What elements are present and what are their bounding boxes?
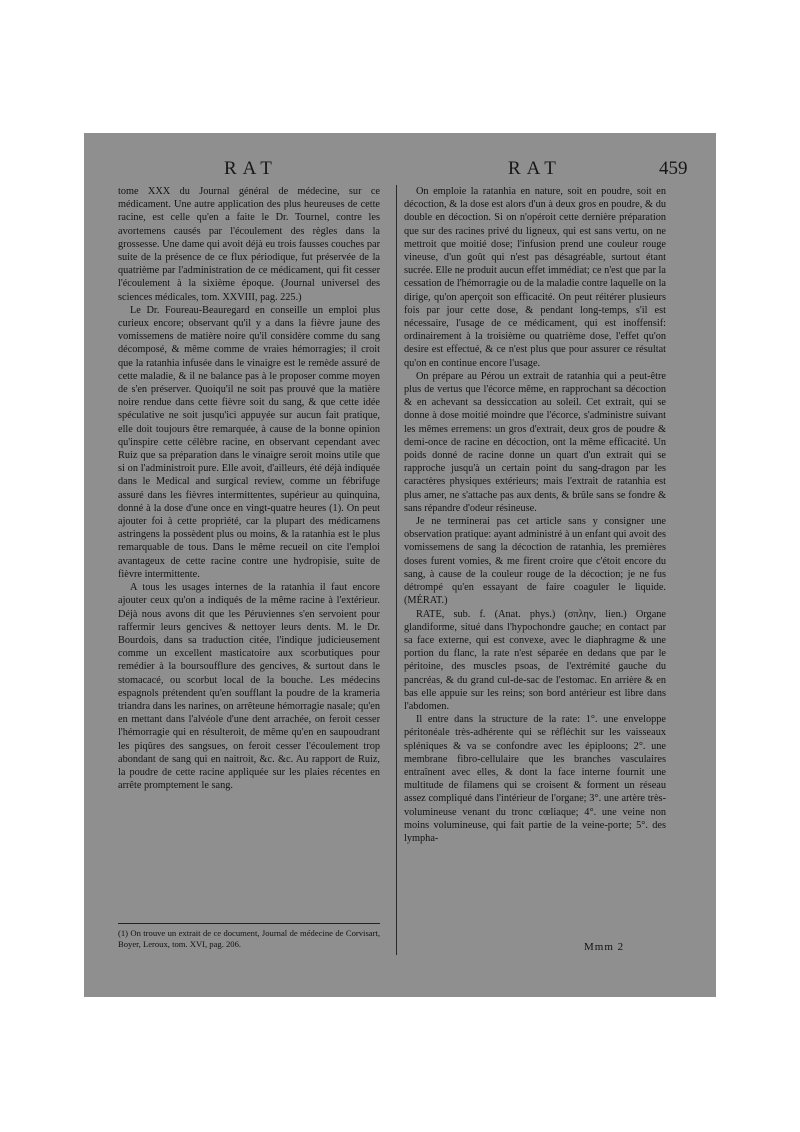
paragraph: Je ne terminerai pas cet article sans y consigner une observation pratique: ayant administré à un enfant qui avoit des vomissemens de sang la décoction de ratanhia, les premières doses furent vomies, & me firent croire que c'étoit encore du sang, à cause de la couleur rouge de la décoction; je ne fus détrompé qu'en essayant de faire coaguler le liquide. (MÉRAT.): [404, 516, 666, 607]
left-column: [118, 185, 380, 792]
running-header-left: RAT: [224, 158, 278, 179]
right-column: [404, 185, 666, 845]
paragraph: A tous les usages internes de la ratanhia il faut encore ajouter ceux qu'on a indiqués de la même racine à l'extérieur. Déjà nous avons dit que les Péruviennes s'en servoient pour raffermir leurs gencives & nettoyer leurs dents. M. le Dr. Bourdois, dans sa traduction citée, l'indique judicieusement comme un excellent masticatoire aux scorbutiques pour remédier à la boursoufflure des gencives, & surtout dans le stomacacé, ou scorbut local de la bouche. Les médecins espagnols prétendent qu'en soufflant la poudre de la krameria triandra dans les narines, on arrêteune hémorragie nasale; qu'en en mettant dans l'alvéole d'une dent arrachée, on feroit cesser l'hémorragie qui en résulteroit, de même qu'en en saupoudrant les piqûres des sangsues, on feroit cesser l'écoulement trop abondant de sang qui en naitroit, &c. &c. Au rapport de Ruiz, la poudre de cette racine appliquée sur les plaies récentes en arrête promptement le sang.: [118, 582, 380, 792]
running-header-right: RAT: [508, 158, 562, 179]
paragraph: On prépare au Pérou un extrait de ratanhia qui a peut-être plus de vertus que l'écorce même, en rapprochant sa décoction & en achevant sa dessiccation au soleil. Cet extrait, qui se donne à dose moitié moindre que l'écorce, s'administre suivant les mêmes erremens: un gros d'extrait, deux gros de poudre & demi-once de racine en décoction, ont la même efficacité. Un poids donné de racine donne un quart d'un extrait qui se rapproche jusqu'à un certain point du sang-dragon par les caractères physiques extérieurs; mais l'extrait de ratanhia est plus amer, ne s'attache pas aux dents, & brûle sans se fondre & sans répandre d'odeur résineuse.: [404, 370, 666, 514]
paragraph: Le Dr. Foureau-Beauregard en conseille un emploi plus curieux encore; observant qu'il y a dans la fièvre jaune des vomissemens de matière noire qu'il considère comme du sang décomposé, & même comme de vraies hémorragies; il croit que la ratanhia infusée dans le vinaigre est le remède assuré de cette maladie, & il ne balance pas à le proposer comme moyen de s'en préserver. Quoiqu'il ne soit pas prouvé que la matière noire rendue dans cette fièvre soit du sang, & que cette idée spéculative ne soit jusqu'ici appuyée sur aucun fait pratique, elle doit toujours être remarquée, à cause de la bonne opinion qu'inspire cette célèbre racine, en observant cependant avec Ruiz que sa préparation dans le vinaigre seroit moins utile que si on l'administroit pure. Elle avoit, d'ailleurs, été déjà indiquée dans le Medical and surgical review, comme un fébrifuge assuré dans les fièvres intermittentes, supérieur au quinquina, donné à la dose d'une once en vingt-quatre heures (1). On peut ajouter foi à cette propriété, car la plupart des médicamens astringens la possèdent plus ou moins, & la ratanhia est le plus remarquable de tous. Dans le même recueil on cite l'emploi avantageux de cette racine contre une hydropisie, suite de fièvre intermittente.: [118, 304, 380, 580]
paragraph: On emploie la ratanhia en nature, soit en poudre, soit en décoction, & la dose est alors d'un à deux gros en poudre, & du double en décoction. Si on n'opéroit cette dernière préparation que sur des racines privé du ligneux, qui est sans vertu, on ne mettroit que moitié dose; l'infusion prend une couleur rouge vineuse, d'un goût qui n'est pas désagréable, surtout étant sucrée. Elle ne produit aucun effet immédiat; ce n'est que par la cessation de l'hémorragie ou de la maladie contre laquelle on la dirige, qu'on aperçoit son efficacité. On peut réitérer plusieurs fois par jour cette dose, & pendant long-temps, s'il est nécessaire, l'usage de ce médicament, qui est inoffensif: ordinairement à la troisième ou quatrième dose, l'effet qu'on desire est effectué, & ce n'est plus que pour assurer ce résultat qu'on en continue encore l'usage.: [404, 186, 666, 369]
footnote-rule: [118, 923, 380, 924]
signature-mark: Mmm 2: [584, 941, 625, 953]
column-divider: [396, 185, 397, 955]
footnote: (1) On trouve un extrait de ce document, Journal de médecine de Corvisart, Boyer, Leroux, tom. XVI, pag. 206.: [118, 928, 380, 949]
entry-heading-paragraph: RATE, sub. f. (Anat. phys.) (σπλην, lien.) Organe glandiforme, situé dans l'hypochondre gauche; en contact par sa face externe, qui est convexe, avec le diaphragme & une portion du flanc, la rate n'est séparée en dedans que par le péritoine, des muscles psoas, de l'extrémité gauche du pancréas, & du grand cul-de-sac de l'estomac. En arrière & en bas elle appuie sur les reins; son bord antérieur est libre dans l'abdomen.: [404, 608, 666, 712]
page-number: 459: [659, 158, 688, 179]
scanned-page: [84, 133, 716, 997]
paragraph: tome XXX du Journal général de médecine, sur ce médicament. Une autre application des plus heureuses de cette racine, est celle qu'en a faite le Dr. Tournel, contre les avortemens causés par l'écoulement des règles dans la grossesse. Une dame qui avoit déjà eu trois fausses couches par suite de la présence de ce flux périodique, fut préservée de la quatrième par l'administration de ce médicament, qui fit cesser l'écoulement à la sixième époque. (Journal universel des sciences médicales, tom. XXVIII, pag. 225.): [118, 186, 380, 303]
paragraph: Il entre dans la structure de la rate: 1°. une enveloppe péritonéale très-adhérente qui se réfléchit sur les vaisseaux spléniques & va se confondre avec les épiploons; 2°. une membrane fibro-cellulaire que les branches vasculaires entraînent avec elles, & dont la face interne fournit une multitude de filamens qui se croisent & forment un réseau assez compliqué dans l'intérieur de l'organe; 3°. une artère très-volumineuse venant du tronc cœliaque; 4°. une veine non moins volumineuse, qui fait partie de la veine-porte; 5°. des lympha-: [404, 714, 666, 844]
